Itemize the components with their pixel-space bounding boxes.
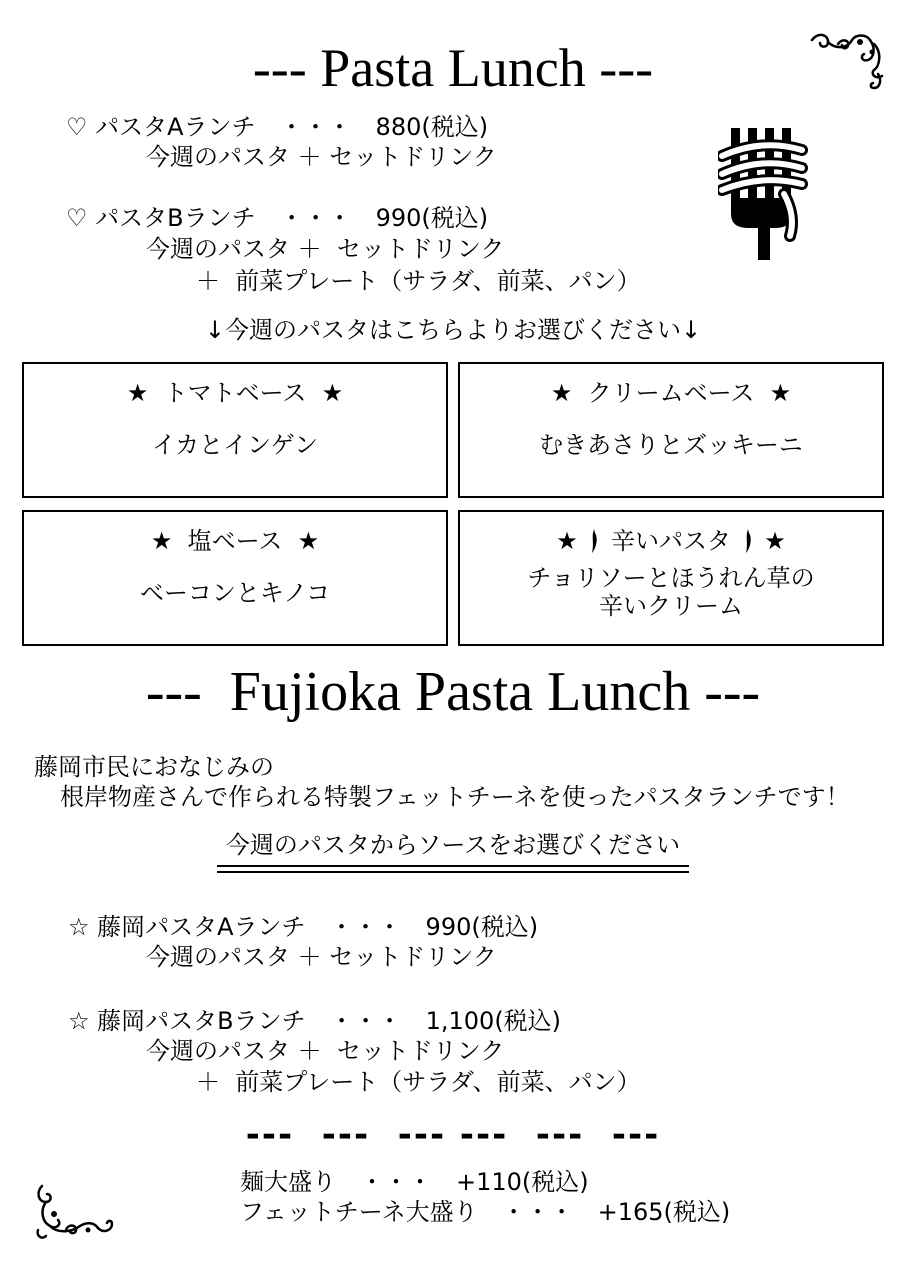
star-right: ★ — [764, 527, 786, 555]
double-underline-top — [217, 865, 689, 867]
fujioka-intro-2: 根岸物産さんで作られる特製フェットチーネを使ったパスタランチです！ — [60, 783, 850, 811]
tomato-base-dish: イカとインゲン — [151, 431, 319, 459]
extra-fettuccine-large: フェットチーネ大盛り ・・・ +165(税込) — [240, 1198, 731, 1226]
sauce-select-note: 今週のパスタからソースをお選びください — [225, 831, 681, 859]
fork-with-pasta-icon — [718, 128, 808, 263]
spicy-pasta-label: 辛いパスタ — [611, 527, 731, 555]
star-left: ★ — [556, 527, 578, 555]
double-underline-bottom — [217, 871, 689, 873]
spicy-pasta-dish-line-2: 辛いクリーム — [599, 592, 743, 620]
weekly-pasta-select-note: ↓今週のパスタはこちらよりお選びください↓ — [204, 316, 702, 344]
cream-base-dish: むきあさりとズッキーニ — [539, 431, 803, 459]
extra-noodle-large: 麺大盛り ・・・ +110(税込) — [240, 1168, 589, 1196]
pasta-lunch-title: --- Pasta Lunch --- — [252, 38, 654, 98]
section-divider: --- --- --- --- --- --- — [245, 1115, 661, 1155]
cream-base-box — [458, 362, 884, 498]
cream-base-heading: ★ クリームベース ★ — [550, 379, 792, 407]
pasta-a-lunch-desc: 今週のパスタ ＋ セットドリンク — [146, 143, 497, 171]
fujioka-b-lunch-name: ☆ 藤岡パスタBランチ ・・・ 1,100(税込) — [68, 1007, 562, 1035]
flourish-ornament-icon — [32, 1180, 116, 1242]
spicy-pasta-dish-line-1: チョリソーとほうれん草の — [527, 564, 815, 592]
fujioka-a-lunch-desc: 今週のパスタ ＋ セットドリンク — [146, 943, 497, 971]
salt-base-heading: ★ 塩ベース ★ — [150, 527, 320, 555]
fujioka-a-lunch-name: ☆ 藤岡パスタAランチ ・・・ 990(税込) — [68, 913, 539, 941]
tomato-base-box — [22, 362, 448, 498]
fujioka-pasta-lunch-title: --- Fujioka Pasta Lunch --- — [145, 661, 761, 723]
fujioka-b-lunch-desc-2: ＋ 前菜プレート（サラダ、前菜、パン） — [196, 1068, 641, 1096]
chili-pepper-icon — [743, 529, 753, 553]
pasta-b-lunch-name: ♡ パスタBランチ ・・・ 990(税込) — [66, 204, 489, 232]
pasta-b-lunch-desc-2: ＋ 前菜プレート（サラダ、前菜、パン） — [196, 267, 641, 295]
salt-base-box — [22, 510, 448, 646]
pasta-a-lunch-name: ♡ パスタAランチ ・・・ 880(税込) — [66, 113, 489, 141]
fujioka-intro-1: 藤岡市民におなじみの — [34, 753, 274, 781]
salt-base-dish: ベーコンとキノコ — [139, 579, 331, 607]
fujioka-b-lunch-desc-1: 今週のパスタ ＋ セットドリンク — [146, 1037, 505, 1065]
spicy-pasta-heading — [460, 526, 882, 556]
chili-pepper-icon — [589, 529, 599, 553]
pasta-b-lunch-desc-1: 今週のパスタ ＋ セットドリンク — [146, 235, 505, 263]
tomato-base-heading: ★ トマトベース ★ — [126, 379, 344, 407]
spicy-pasta-box — [458, 510, 884, 646]
